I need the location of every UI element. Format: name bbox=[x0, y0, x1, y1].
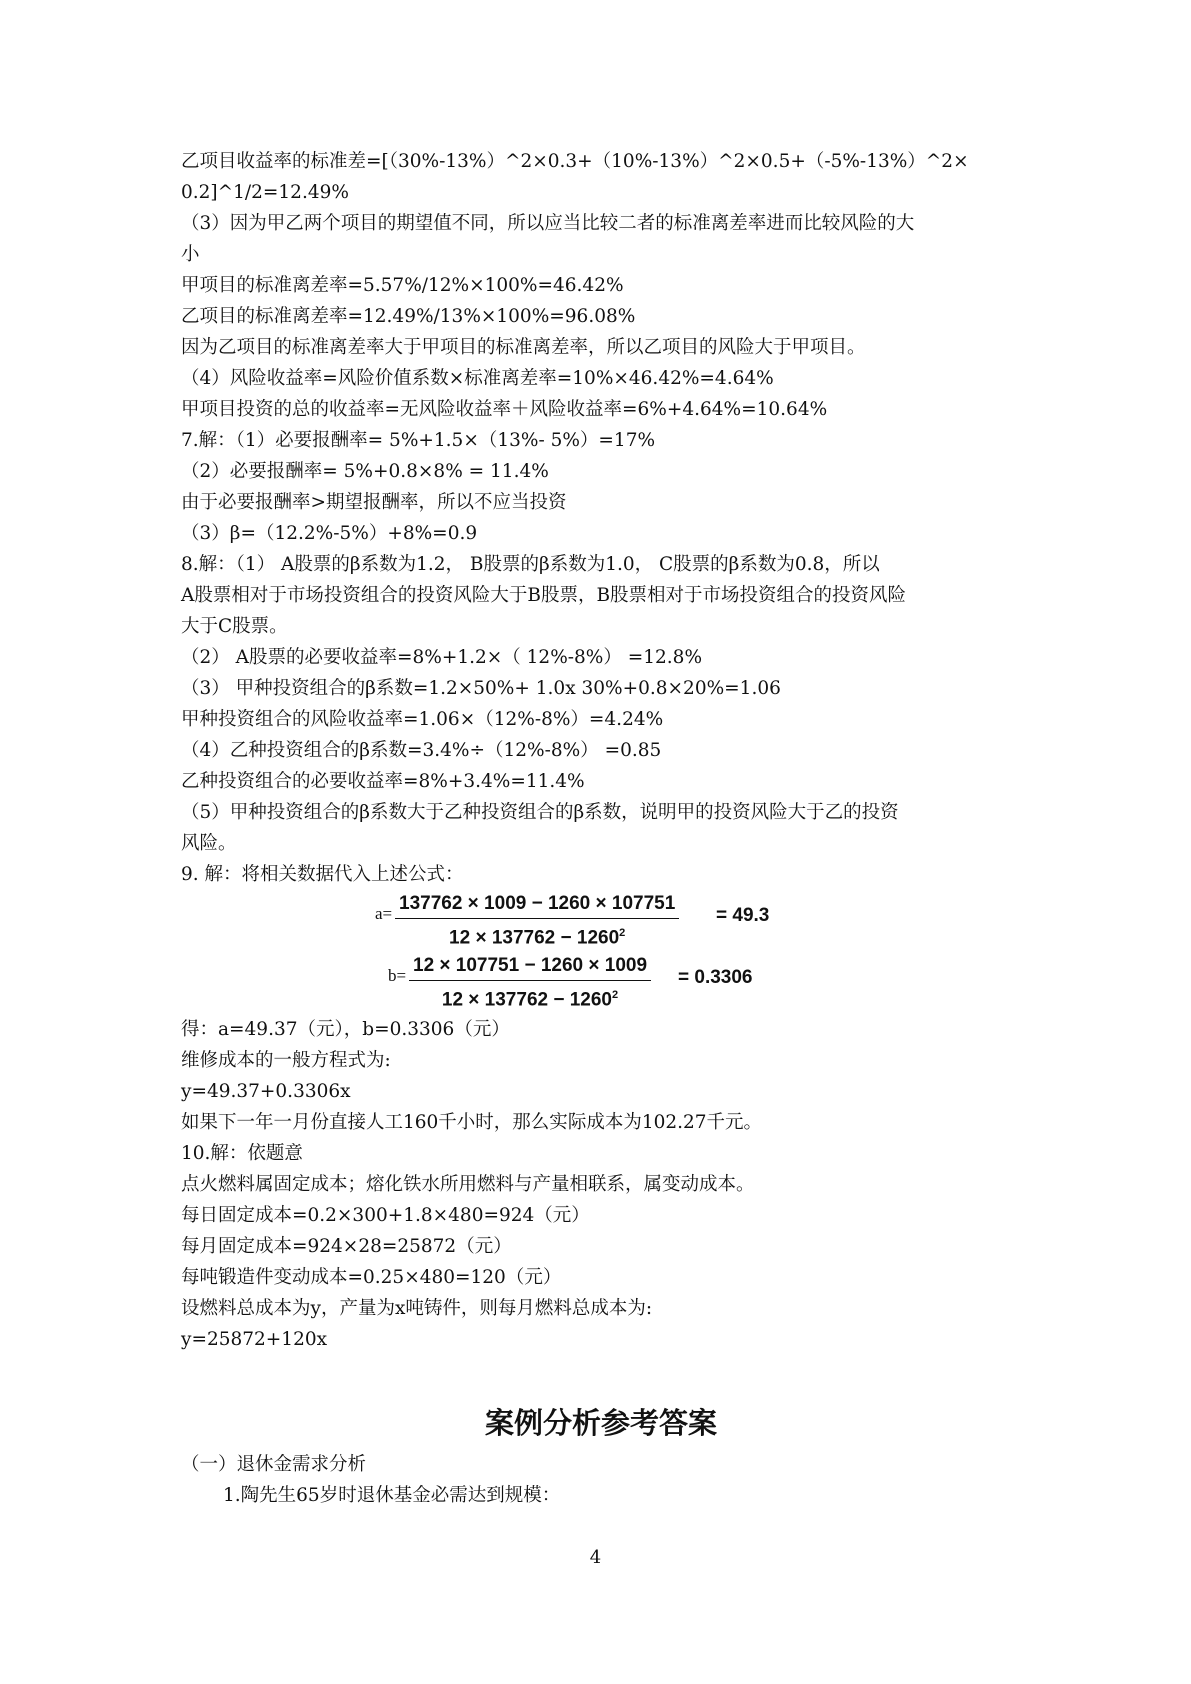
section-title: 案例分析参考答案 bbox=[484, 1406, 717, 1440]
formula-b bbox=[181, 952, 1021, 1014]
text-line: 8.解：（1） A股票的β系数为1.2， B股票的β系数为1.0， C股票的β系数为0.8，所以 bbox=[181, 554, 880, 575]
text-line: 7.解：（1）必要报酬率= 5%+1.5×（13%- 5%）=17% bbox=[181, 430, 656, 451]
formula-a-denominator: $12 \times 137762 - 1260^2$ bbox=[449, 927, 626, 949]
text-line: 点火燃料属固定成本；熔化铁水所用燃料与产量相联系，属变动成本。 bbox=[181, 1174, 755, 1195]
text-line: 如果下一年一月份直接人工160千小时，那么实际成本为102.27千元。 bbox=[181, 1112, 763, 1133]
formula-a bbox=[181, 890, 1021, 952]
text-block-b bbox=[181, 1014, 1021, 1355]
page-content bbox=[181, 146, 1021, 1511]
text-line: 设燃料总成本为y，产量为x吨铸件，则每月燃料总成本为: bbox=[181, 1298, 653, 1319]
text-line: 因为乙项目的标准离差率大于甲项目的标准离差率，所以乙项目的风险大于甲项目。 bbox=[181, 337, 866, 358]
text-line: 乙项目的标准离差率=12.49%/13%×100%=96.08% bbox=[181, 306, 636, 327]
text-line: 1.陶先生65岁时退休基金必需达到规模： bbox=[223, 1485, 561, 1506]
text-line: （5）甲种投资组合的β系数大于乙种投资组合的β系数，说明甲的投资风险大于乙的投资 bbox=[181, 802, 899, 823]
formula-b-denominator: $12 \times 137762 - 1260^2$ bbox=[441, 989, 619, 1011]
formula-a-result: = 49.3 bbox=[716, 905, 770, 926]
formula-b-numerator: 12 × 107751 − 1260 × 1009 bbox=[409, 954, 651, 981]
text-line: （一）退休金需求分析 bbox=[181, 1454, 367, 1475]
section-spacer bbox=[181, 1355, 1021, 1397]
formula-b-fraction bbox=[409, 954, 651, 1012]
text-line: 每吨锻造件变动成本=0.25×480=120（元） bbox=[181, 1267, 562, 1288]
formula-a-numerator: 137762 × 1009 − 1260 × 107751 bbox=[395, 892, 679, 919]
text-line: 小 bbox=[181, 244, 200, 265]
text-line: 甲项目的标准离差率=5.57%/12%×100%=46.42% bbox=[181, 275, 624, 296]
text-line: 甲项目投资的总的收益率=无风险收益率＋风险收益率=6%+4.64%=10.64% bbox=[181, 399, 828, 420]
formula-b-label: b= bbox=[388, 966, 407, 985]
text-line: 风险。 bbox=[181, 833, 237, 854]
text-line: 0.2]^1/2=12.49% bbox=[181, 182, 349, 203]
text-block-a bbox=[181, 146, 1021, 890]
text-line: 由于必要报酬率>期望报酬率，所以不应当投资 bbox=[181, 492, 567, 513]
text-line: 甲种投资组合的风险收益率=1.06×（12%-8%）=4.24% bbox=[181, 709, 664, 730]
text-line: （3）因为甲乙两个项目的期望值不同，所以应当比较二者的标准离差率进而比较风险的大 bbox=[181, 213, 915, 234]
text-block-c bbox=[181, 1449, 1021, 1511]
text-line: 9. 解：将相关数据代入上述公式： bbox=[181, 864, 464, 885]
text-line: y=25872+120x bbox=[181, 1329, 328, 1350]
text-line: 大于C股票。 bbox=[181, 616, 288, 637]
text-line: （4）乙种投资组合的β系数=3.4%÷（12%-8%） =0.85 bbox=[181, 740, 662, 761]
text-line: 每月固定成本=924×28=25872（元） bbox=[181, 1236, 512, 1257]
text-line: y=49.37+0.3306x bbox=[181, 1081, 351, 1102]
text-line: A股票相对于市场投资组合的投资风险大于B股票，B股票相对于市场投资组合的投资风险 bbox=[181, 585, 907, 606]
text-line: 乙项目收益率的标准差=[（30%-13%）^2×0.3+（10%-13%）^2×0.5+（-5%-13%）^2× bbox=[181, 151, 969, 172]
text-line: （2）必要报酬率= 5%+0.8×8% = 11.4% bbox=[181, 461, 549, 482]
page-number: 4 bbox=[589, 1547, 602, 1568]
text-line: （3）β=（12.2%-5%）+8%=0.9 bbox=[181, 523, 478, 544]
text-line: 得：a=49.37（元），b=0.3306（元） bbox=[181, 1019, 510, 1040]
text-line: （2） A股票的必要收益率=8%+1.2×（ 12%-8%） =12.8% bbox=[181, 647, 703, 668]
formula-a-label: a= bbox=[375, 904, 393, 923]
formula-b-result: = 0.3306 bbox=[678, 967, 753, 988]
text-line: 每日固定成本=0.2×300+1.8×480=924（元） bbox=[181, 1205, 590, 1226]
text-line: （4）风险收益率=风险价值系数×标准离差率=10%×46.42%=4.64% bbox=[181, 368, 774, 389]
text-line: 维修成本的一般方程式为: bbox=[181, 1050, 391, 1071]
formula-a-fraction bbox=[395, 892, 679, 950]
text-line: （3） 甲种投资组合的β系数=1.2×50%+ 1.0x 30%+0.8×20%=1.06 bbox=[181, 678, 781, 699]
text-line: 10.解：依题意 bbox=[181, 1143, 303, 1164]
text-line: 乙种投资组合的必要收益率=8%+3.4%=11.4% bbox=[181, 771, 585, 792]
